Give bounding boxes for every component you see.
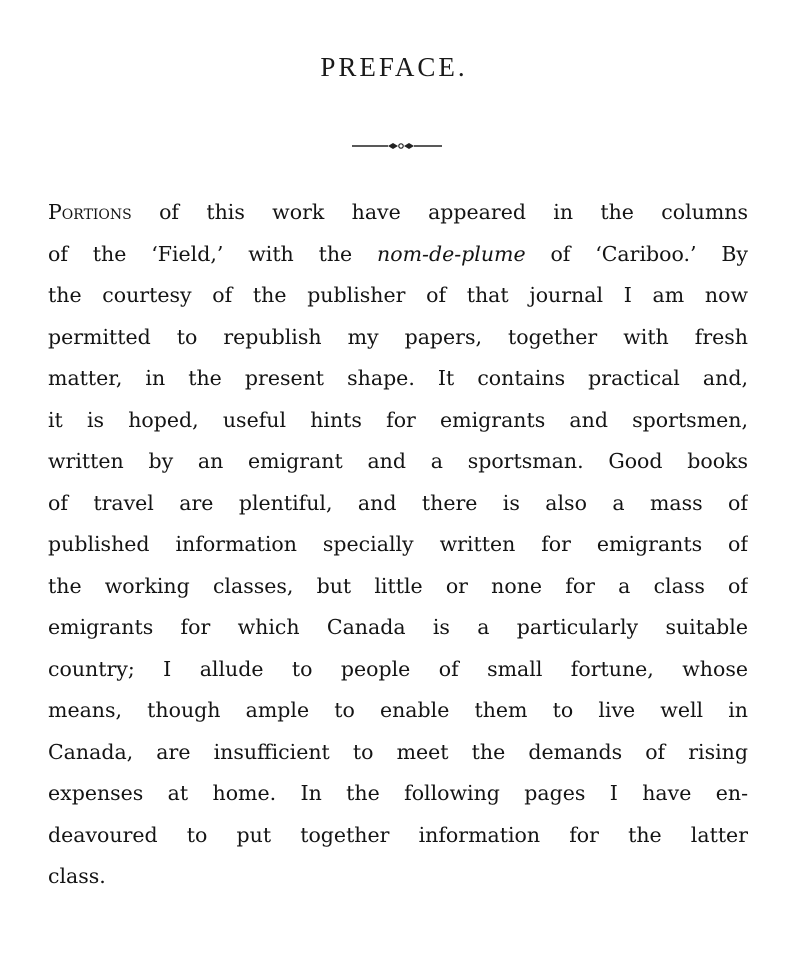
text-line: country; I allude to people of small fortune, whose	[48, 656, 748, 681]
text-line: matter, in the present shape. It contains practical and,	[48, 366, 748, 390]
text-line: emigrants for which Canada is a particularly suitable	[48, 615, 748, 639]
text-line: it is hoped, useful hints for emigrants and sportsmen,	[48, 407, 748, 432]
text-line: deavoured to put together information for the latter	[48, 822, 748, 847]
text-line: of the ‘Field,’ with the nom-de-plume of ‘Cariboo.’ By	[48, 241, 748, 266]
italic-phrase: nom-de-plume	[377, 241, 526, 266]
lead-word: Portions	[48, 200, 132, 224]
preface-paragraph	[48, 192, 748, 898]
text-line: the courtesy of the publisher of that journal I am now	[48, 283, 748, 307]
page-title: PREFACE.	[320, 52, 468, 82]
divider-ornament	[352, 140, 442, 152]
text-line: written by an emigrant and a sportsman. Good books	[48, 449, 748, 473]
text-line: published information specially written for emigrants of	[48, 532, 748, 556]
text-line: permitted to republish my papers, together with fresh	[48, 324, 748, 349]
text-line: the working classes, but little or none for a class of	[48, 573, 748, 598]
text-line: means, though ample to enable them to live well in	[48, 698, 748, 722]
text-line: class.	[48, 864, 106, 888]
text-line: Canada, are insufficient to meet the demands of rising	[48, 739, 748, 764]
text-line: of travel are plentiful, and there is also a mass of	[48, 490, 748, 515]
text-line: expenses at home. In the following pages I have en-	[48, 781, 748, 805]
text-line: Portions of this work have appeared in the columns	[48, 200, 748, 224]
